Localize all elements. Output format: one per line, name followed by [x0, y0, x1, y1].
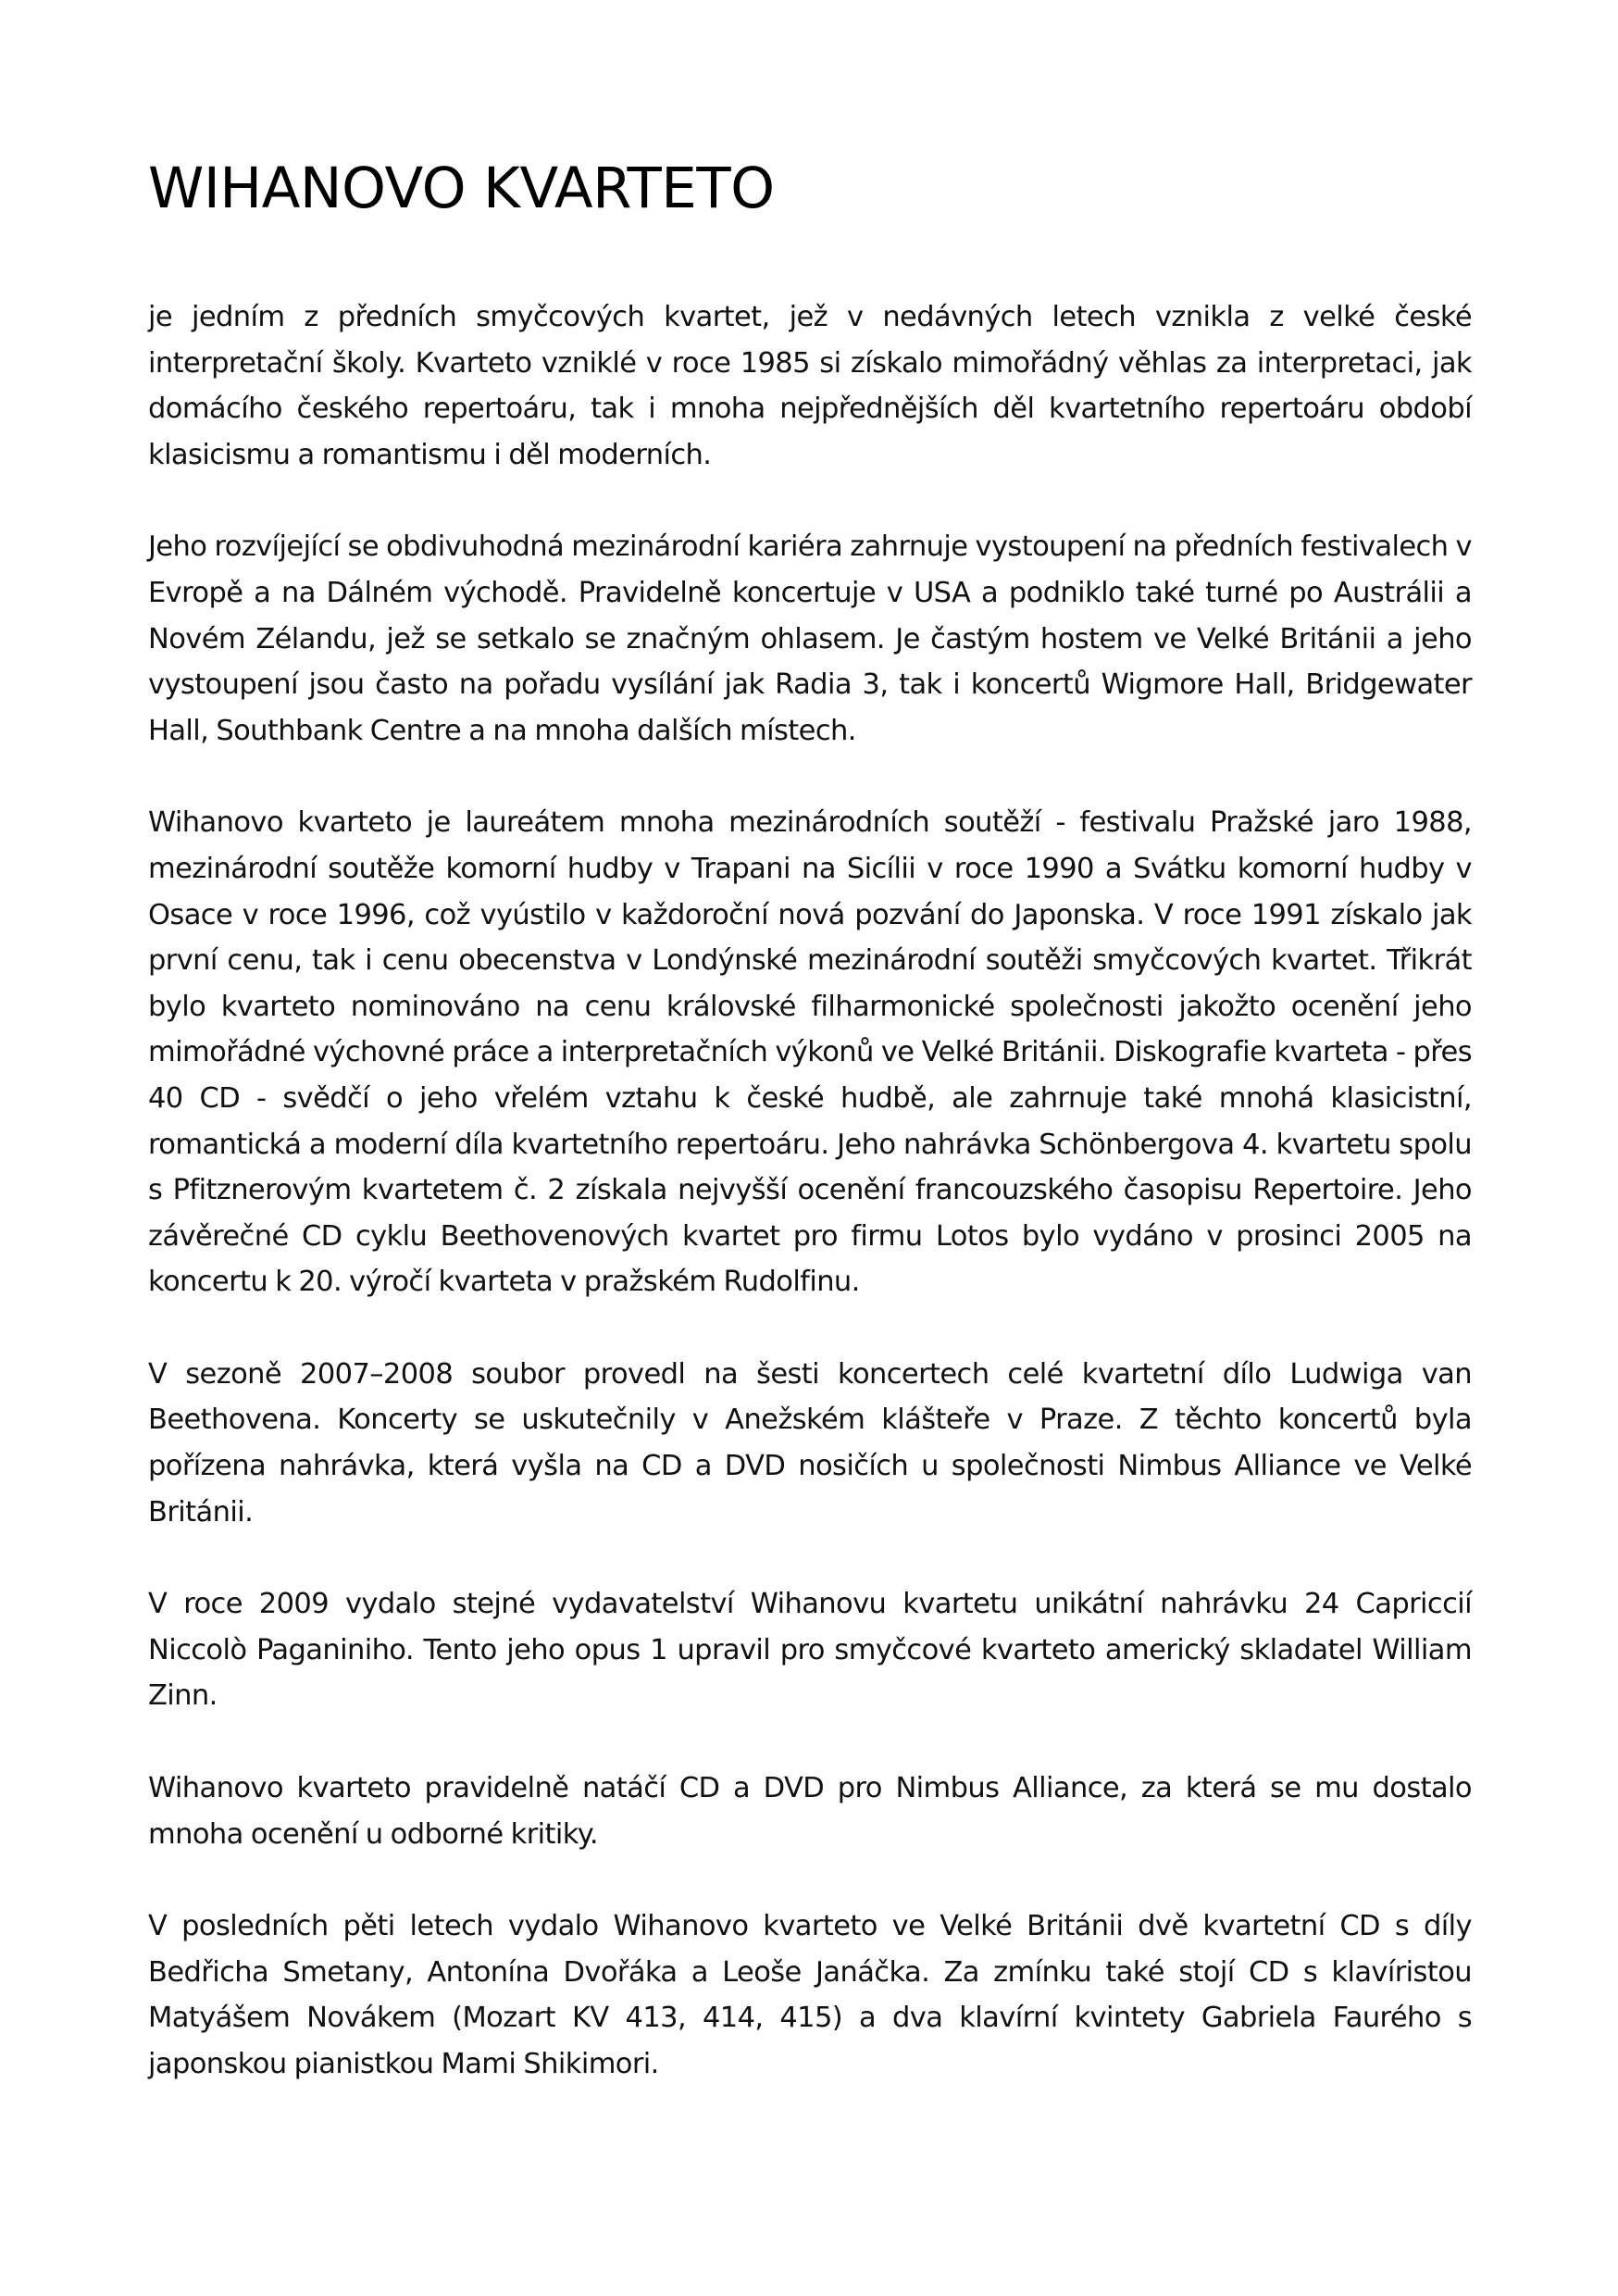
- document-body: [148, 294, 1472, 2134]
- paragraph-international-career: Jeho rozvíjející se obdivuhodná mezinárodní kariéra zahrnuje vystoupení na předních festivalech v Evropě a na Dálném východě. Pravidelně koncertuje v USA a podniklo také turné po Austrálii a Novém Zélandu, jež se setkalo se značným ohlasem. Je častým hostem ve Velké Británii a jeho vystoupení jsou často na pořadu vysílání jak Radia 3, tak i koncertů Wigmore Hall, Bridgewater Hall, Southbank Centre a na mnoha dalších místech.: [148, 530, 1472, 747]
- paragraph-beethoven-cycle: V sezoně 2007–2008 soubor provedl na šesti koncertech celé kvartetní dílo Ludwiga van Beethovena. Koncerty se uskutečnily v Anežském klášteře v Praze. Z těchto koncertů byla pořízena nahrávka, která vyšla na CD a DVD nosičích u společnosti Nimbus Alliance ve Velké Británii.: [148, 1357, 1472, 1529]
- document-title: WIHANOVO KVARTETO: [148, 156, 775, 221]
- paragraph-nimbus-alliance: Wihanovo kvarteto pravidelně natáčí CD a DVD pro Nimbus Alliance, za která se mu dostalo mnoha ocenění u odborné kritiky.: [148, 1772, 1472, 1851]
- paragraph-paganini-capricci: V roce 2009 vydalo stejné vydavatelství Wihanovu kvartetu unikátní nahrávku 24 Capriccií Niccolò Paganiniho. Tento jeho opus 1 upravil pro smyčcové kvarteto americký skladatel William Zinn.: [148, 1588, 1472, 1713]
- paragraph-awards-discography: Wihanovo kvarteto je laureátem mnoha mezinárodních soutěží - festivalu Pražské jaro 1988, mezinárodní soutěže komorní hudby v Trapani na Sicílii v roce 1990 a Svátku komorní hudby v Osace v roce 1996, což vyústilo v každoroční nová pozvání do Japonska. V roce 1991 získalo jak první cenu, tak i cenu obecenstva v Londýnské mezinárodní soutěži smyčcových kvartet. Třikrát bylo kvarteto nominováno na cenu královské filharmonické společnosti jakožto ocenění jeho mimořádné výchovné práce a interpretačních výkonů ve Velké Británii. Diskografie kvarteta - přes 40 CD - svědčí o jeho vřelém vztahu k české hudbě, ale zahrnuje také mnohá klasicistní, romantická a moderní díla kvartetního repertoáru. Jeho nahrávka Schönbergova 4. kvartetu spolu s Pfitznerovým kvartetem č. 2 získala nejvyšší ocenění francouzského časopisu Repertoire. Jeho závěrečné CD cyklu Beethovenových kvartet pro firmu Lotos bylo vydáno v prosinci 2005 na koncertu k 20. výročí kvarteta v pražském Rudolfinu.: [148, 806, 1472, 1299]
- paragraph-intro: je jedním z předních smyčcových kvartet, jež v nedávných letech vznikla z velké české interpretační školy. Kvarteto vzniklé v roce 1985 si získalo mimořádný věhlas za interpretaci, jak domácího českého repertoáru, tak i mnoha nejpřednějších děl kvartetního repertoáru období klasicismu a romantismu i děl moderních.: [148, 301, 1472, 471]
- paragraph-recent-recordings: V posledních pěti letech vydalo Wihanovo kvarteto ve Velké Británii dvě kvartetní CD s díly Bedřicha Smetany, Antonína Dvořáka a Leoše Janáčka. Za zmínku také stojí CD s klavíristou Matyášem Novákem (Mozart KV 413, 414, 415) a dva klavírní kvintety Gabriela Faurého s japonskou pianistkou Mami Shikimori.: [148, 1910, 1472, 2080]
